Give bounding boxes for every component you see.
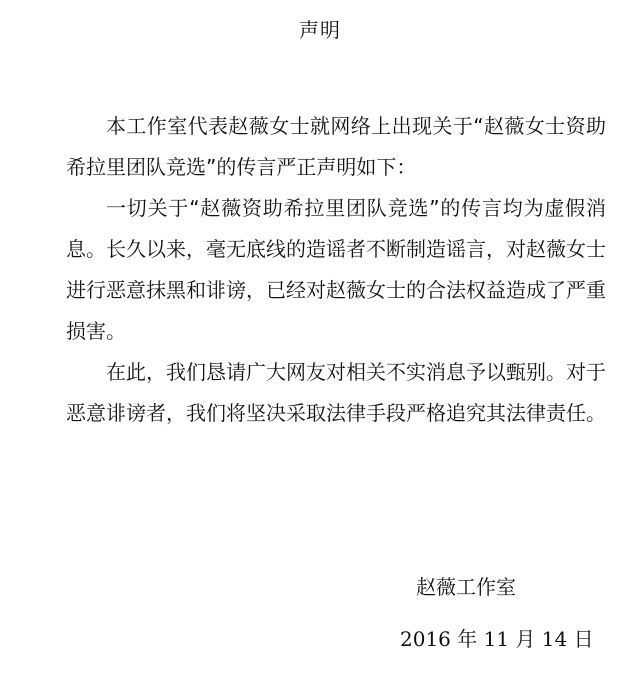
signature-date: 2016 年 11 月 14 日 (400, 627, 594, 651)
paragraph-intro: 本工作室代表赵薇女士就网络上出现关于“赵薇女士资助希拉里团队竞选”的传言严正声明如下： (66, 114, 606, 179)
paragraph-denial: 一切关于“赵薇资助希拉里团队竞选”的传言均为虚假消息。长久以来，毫无底线的造谣者不断制造谣言，对赵薇女士进行恶意抹黑和诽谤，已经对赵薇女士的合法权益造成了严重损害。 (66, 196, 606, 343)
document-body (66, 106, 606, 434)
document-title: 声明 (299, 18, 341, 42)
paragraph-legal-warning: 在此，我们恳请广大网友对相关不实消息予以甄别。对于恶意诽谤者，我们将坚决采取法律手段严格追究其法律责任。 (66, 360, 606, 425)
signature-organization: 赵薇工作室 (416, 575, 516, 599)
